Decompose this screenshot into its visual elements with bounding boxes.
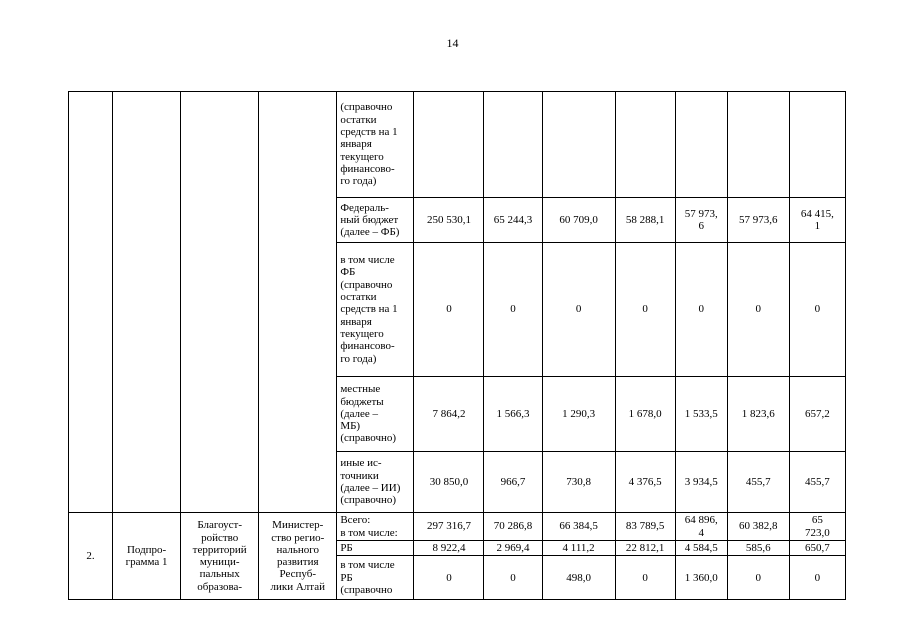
value-cell: 650,7 — [789, 541, 845, 556]
funding-source-cell: Федераль- ный бюджет (далее – ФБ) — [337, 198, 414, 243]
funding-source-cell: местные бюджеты (далее – МБ) (справочно) — [337, 377, 414, 452]
value-cell: 0 — [727, 243, 789, 377]
value-cell — [615, 92, 675, 198]
value-cell: 64 415, 1 — [789, 198, 845, 243]
value-cell: 1 290,3 — [542, 377, 615, 452]
value-cell: 0 — [789, 243, 845, 377]
index-cell — [69, 92, 113, 513]
value-cell: 22 812,1 — [615, 541, 675, 556]
value-cell: 66 384,5 — [542, 513, 615, 541]
value-cell: 60 709,0 — [542, 198, 615, 243]
value-cell: 0 — [727, 556, 789, 600]
value-cell: 498,0 — [542, 556, 615, 600]
value-cell: 65 723,0 — [789, 513, 845, 541]
value-cell: 1 533,5 — [675, 377, 727, 452]
value-cell: 297 316,7 — [414, 513, 484, 541]
table-row — [69, 513, 846, 541]
value-cell: 1 360,0 — [675, 556, 727, 600]
funding-source-cell: (справочно остатки средств на 1 января текущего финансово- го года) — [337, 92, 414, 198]
value-cell: 58 288,1 — [615, 198, 675, 243]
value-cell: 0 — [414, 243, 484, 377]
value-cell: 4 111,2 — [542, 541, 615, 556]
value-cell: 585,6 — [727, 541, 789, 556]
value-cell: 4 584,5 — [675, 541, 727, 556]
budget-table — [68, 91, 846, 600]
value-cell: 0 — [789, 556, 845, 600]
program-name-cell — [113, 92, 181, 513]
table-row — [69, 92, 846, 198]
subprogram-name-cell: Подпро- грамма 1 — [113, 513, 181, 600]
value-cell — [484, 92, 542, 198]
value-cell: 1 678,0 — [615, 377, 675, 452]
value-cell: 60 382,8 — [727, 513, 789, 541]
funding-source-cell: РБ — [337, 541, 414, 556]
value-cell: 1 823,6 — [727, 377, 789, 452]
value-cell: 0 — [615, 243, 675, 377]
funding-source-cell: иные ис- точники (далее – ИИ) (справочно) — [337, 452, 414, 513]
value-cell: 657,2 — [789, 377, 845, 452]
value-cell: 4 376,5 — [615, 452, 675, 513]
value-cell: 0 — [414, 556, 484, 600]
value-cell: 0 — [542, 243, 615, 377]
value-cell: 455,7 — [727, 452, 789, 513]
value-cell: 2 969,4 — [484, 541, 542, 556]
value-cell: 83 789,5 — [615, 513, 675, 541]
executor-cell — [259, 92, 337, 513]
value-cell: 0 — [484, 243, 542, 377]
value-cell: 250 530,1 — [414, 198, 484, 243]
value-cell: 0 — [615, 556, 675, 600]
value-cell: 70 286,8 — [484, 513, 542, 541]
value-cell — [675, 92, 727, 198]
value-cell — [414, 92, 484, 198]
value-cell: 57 973,6 — [727, 198, 789, 243]
value-cell: 3 934,5 — [675, 452, 727, 513]
value-cell: 57 973, 6 — [675, 198, 727, 243]
value-cell: 730,8 — [542, 452, 615, 513]
funding-source-cell: в том числе РБ (справочно — [337, 556, 414, 600]
subprogram-executor-cell: Министер- ство регио- нального развития Респуб- лики Алтай — [259, 513, 337, 600]
program-title-cell — [181, 92, 259, 513]
value-cell — [542, 92, 615, 198]
value-cell: 30 850,0 — [414, 452, 484, 513]
value-cell: 65 244,3 — [484, 198, 542, 243]
value-cell: 966,7 — [484, 452, 542, 513]
value-cell: 0 — [675, 243, 727, 377]
value-cell: 64 896, 4 — [675, 513, 727, 541]
value-cell: 8 922,4 — [414, 541, 484, 556]
value-cell: 455,7 — [789, 452, 845, 513]
funding-source-cell: в том числе ФБ (справочно остатки средств на 1 января текущего финансово- го года) — [337, 243, 414, 377]
subprogram-title-cell: Благоуст- ройство территорий муници- пальных образова- — [181, 513, 259, 600]
funding-source-cell: Всего: в том числе: — [337, 513, 414, 541]
value-cell: 7 864,2 — [414, 377, 484, 452]
subprogram-index-cell: 2. — [69, 513, 113, 600]
value-cell: 0 — [484, 556, 542, 600]
value-cell — [789, 92, 845, 198]
value-cell: 1 566,3 — [484, 377, 542, 452]
value-cell — [727, 92, 789, 198]
page-number: 14 — [446, 36, 459, 50]
